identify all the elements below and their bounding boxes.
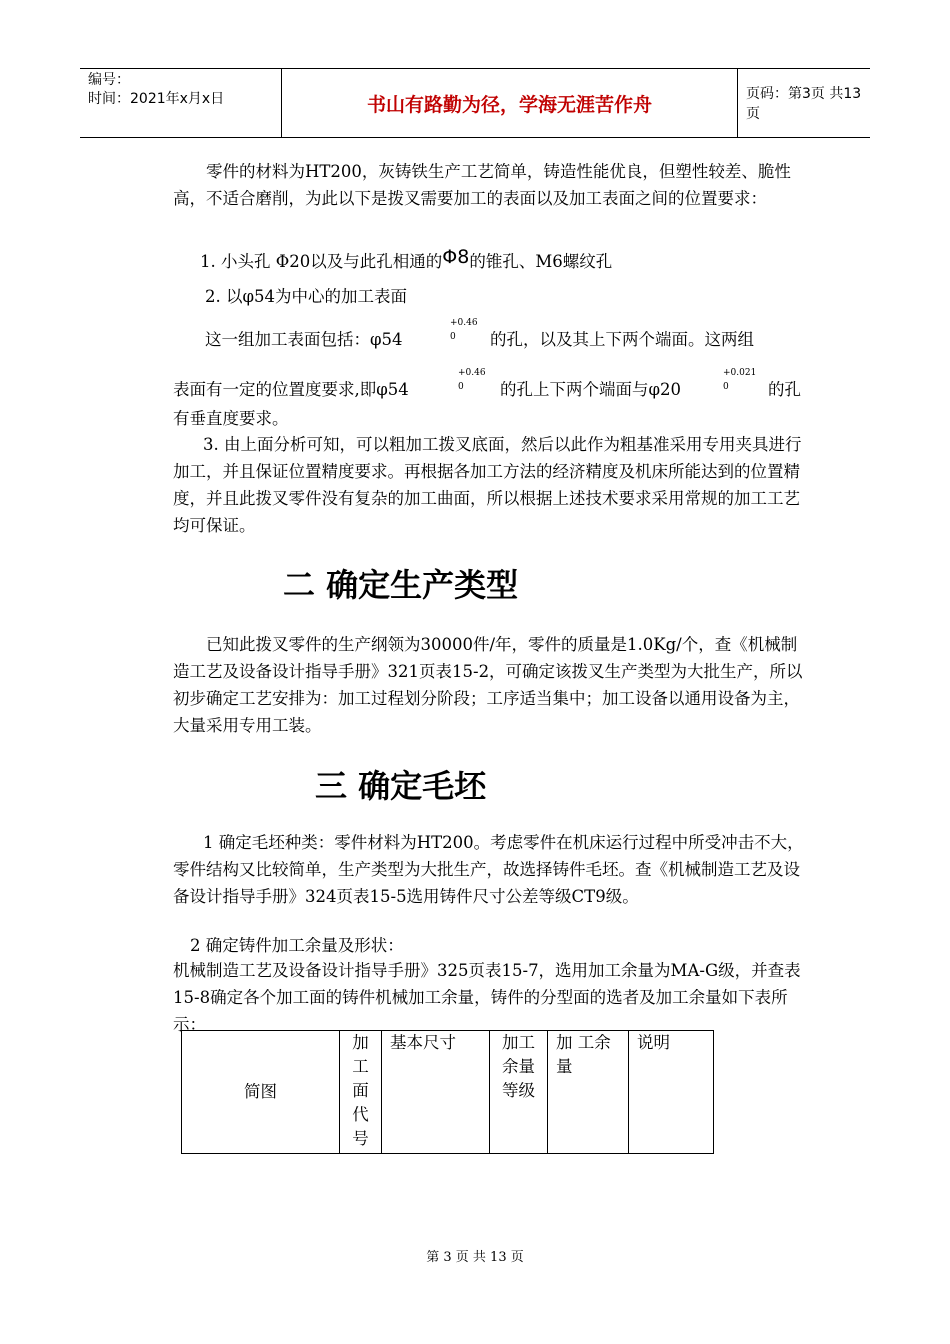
table-header-size: 基本尺寸 [382,1031,490,1154]
item-2-line-2-b: 的孔上下两个端面与φ20 [500,380,682,399]
tolerance-20-upper: +0.021 [723,368,757,378]
tolerance-54-upper-2: +0.46 [458,368,486,378]
header-page-info: 页码：第3页 共13页 [746,86,862,122]
tolerance-54-upper: +0.46 [450,318,478,328]
time-label: 时间：2021年x月x日 [88,91,225,107]
item-1 [200,248,800,275]
table-header-grade [490,1031,548,1154]
table-header-allowance-text: 加 工余量 [556,1033,611,1076]
item-3: 3. 由上面分析可知，可以粗加工拨叉底面，然后以此作为粗基准采用专用夹具进行加工，并且保证位置精度要求。再根据各加工方法的经济精度及机床所能达到的位置精度，并且此拨叉零件没有复杂的加工曲面，所以根据上述技术要求采用常规的加工工艺均可保证。 [173,435,802,535]
item-2-line-2-c: 的孔 [768,380,801,399]
page-header [80,68,870,138]
section-3-title: 三 确定毛坯 [315,767,487,805]
page-footer: 第 3 页 共 13 页 [426,1250,524,1265]
section-3-paragraph-2: 2 确定铸件加工余量及形状： [190,936,404,955]
number-label: 编号： [88,72,130,88]
table-header-code [340,1031,382,1154]
item-2: 2. 以φ54为中心的加工表面 [205,287,408,306]
section-3-paragraph-1: 1 确定毛坯种类：零件材料为HT200。考虑零件在机床运行过程中所受冲击不大，零件结构又比较简单，生产类型为大批生产，故选择铸件毛坯。查《机械制造工艺及设备设计指导手册》324页表15-5选用铸件尺寸公差等级CT9级。 [173,833,804,906]
phi8-symbol: Φ8 [442,246,470,268]
item-2-line-1-a: 这一组加工表面包括：φ54 [205,330,403,349]
tolerance-20-lower: 0 [723,382,729,392]
item-1-text-b: 的锥孔、M6螺纹孔 [469,252,613,271]
section-2-paragraph: 已知此拨叉零件的生产纲领为30000件/年，零件的质量是1.0Kg/个，查《机械制造工艺及设备设计指导手册》321页表15-2，可确定该拨叉生产类型为大批生产，所以初步确定工艺安排为：加工过程划分阶段；工序适当集中；加工设备以通用设备为主，大量采用专用工装。 [173,635,803,735]
item-2-line-2-a: 表面有一定的位置度要求,即φ54 [173,380,409,399]
section-3-paragraph-3: 机械制造工艺及设备设计指导手册》325页表15-7，选用加工余量为MA-G级，并查表15-8确定各个加工面的铸件机械加工余量，铸件的分型面的选者及加工余量如下表所示： [173,961,801,1034]
allowance-table [181,1030,714,1154]
item-1-text-a: 1. 小头孔 Φ20以及与此孔相通的 [200,252,443,271]
header-motto: 书山有路勤为径，学海无涯苦作舟 [282,69,738,137]
table-header-code-text: 加工面代号 [352,1033,369,1148]
table-header-grade-text: 加工余量等级 [502,1033,535,1100]
intro-paragraph: 零件的材料为HT200，灰铸铁生产工艺简单，铸造性能优良，但塑性较差、脆性高，不适合磨削，为此以下是拨叉需要加工的表面以及加工表面之间的位置要求： [173,162,791,208]
tolerance-54-lower: 0 [450,332,456,342]
table-header-sketch: 简图 [182,1031,340,1154]
item-2-line-3: 有垂直度要求。 [173,409,289,428]
item-2-line-1-b: 的孔，以及其上下两个端面。这两组 [490,330,754,349]
table-header-allowance [548,1031,629,1154]
tolerance-54-lower-2: 0 [458,382,464,392]
table-header-note: 说明 [629,1031,714,1154]
section-2-title: 二 确定生产类型 [283,566,519,604]
header-meta [80,69,282,137]
table-row [182,1031,714,1154]
